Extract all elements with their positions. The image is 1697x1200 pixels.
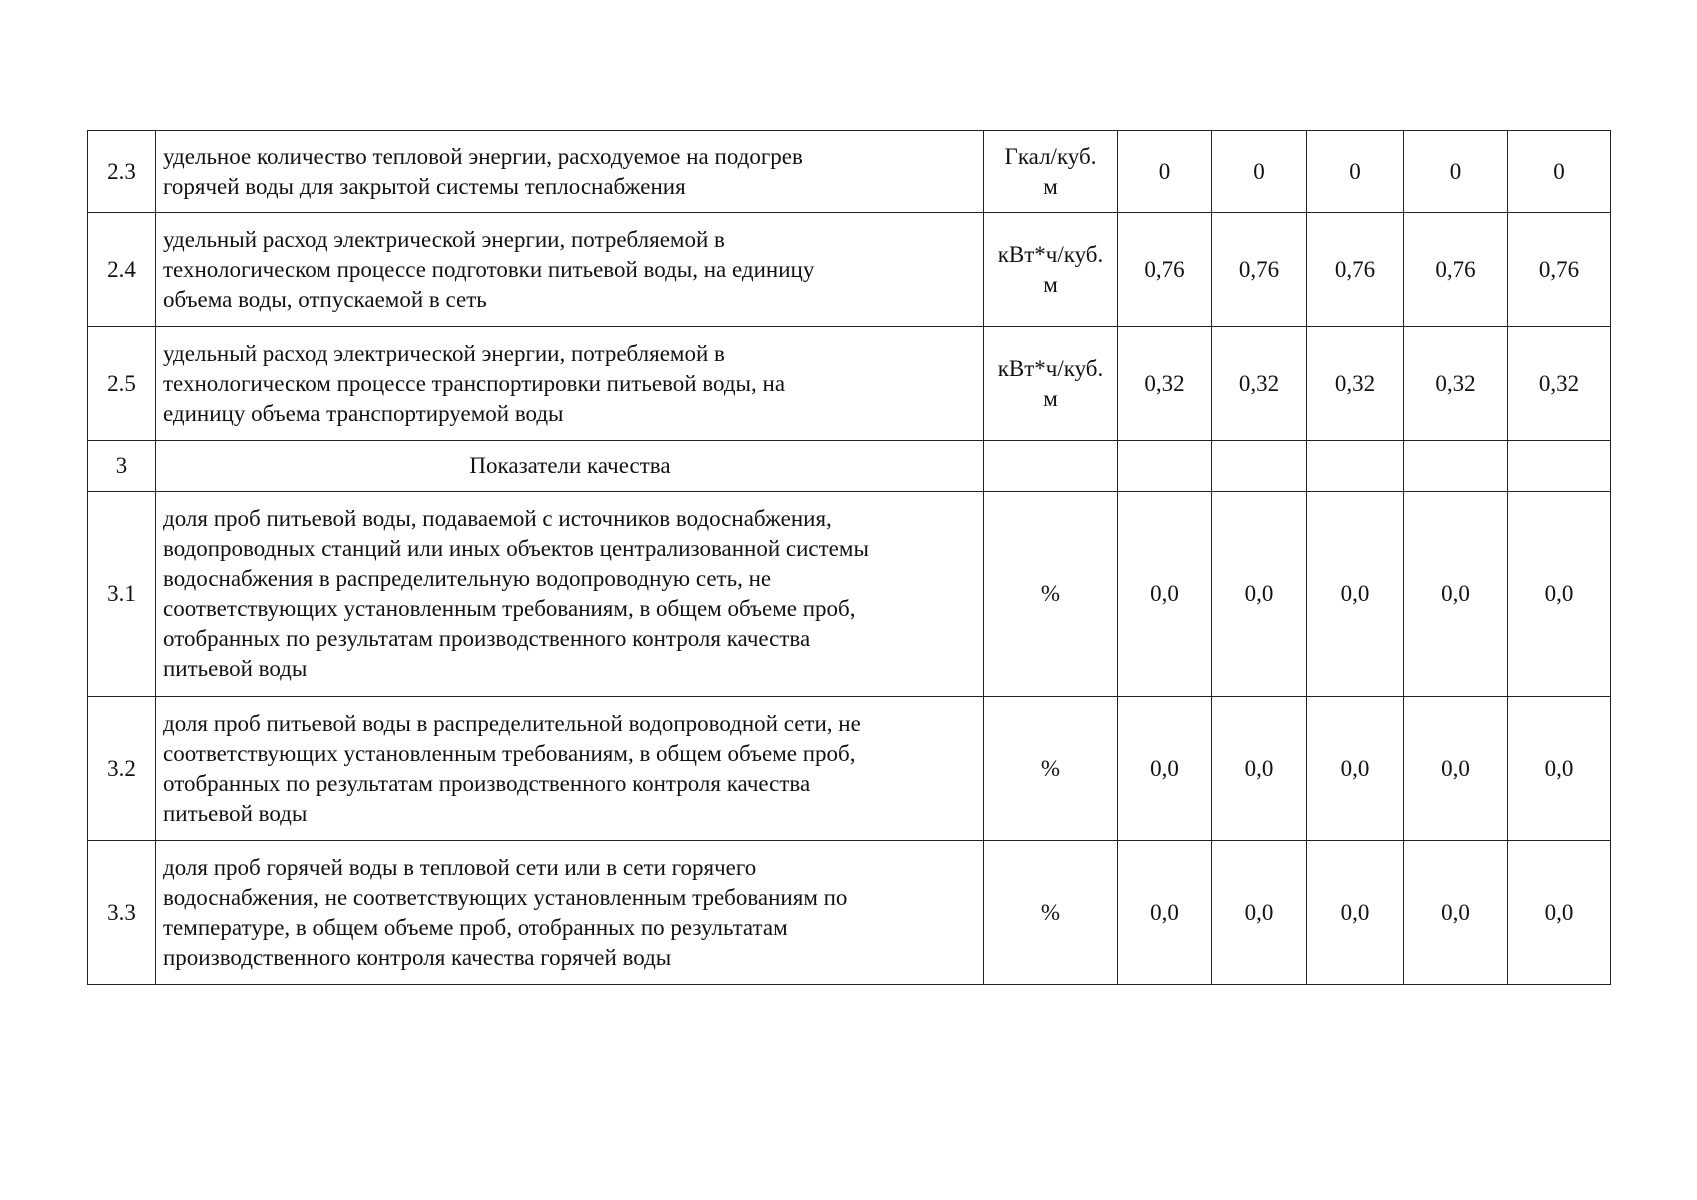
value-cell: 0 xyxy=(1118,131,1212,213)
description-line: водопроводных станций или иных объектов централизованной системы xyxy=(163,536,869,561)
unit-line: % xyxy=(1040,899,1061,925)
unit-line: м xyxy=(1043,385,1058,411)
description-line: единицу объема транспортируемой воды xyxy=(163,400,564,426)
table-row xyxy=(88,492,1611,697)
description-line: объема воды, отпускаемой в сеть xyxy=(163,286,487,312)
row-number: 3.2 xyxy=(88,697,156,841)
value-cell: 0,0 xyxy=(1212,697,1307,841)
description-line: технологическом процессе транспортировки питьевой воды, на xyxy=(163,370,786,396)
description-line: температуре, в общем объеме проб, отобранных по результатам xyxy=(163,914,788,940)
value-cell: 0,0 xyxy=(1404,492,1508,697)
row-number: 3.1 xyxy=(88,492,156,697)
value-cell: 0,0 xyxy=(1307,492,1404,697)
unit-cell xyxy=(984,841,1118,985)
row-number: 3 xyxy=(88,441,156,492)
description-line: отобранных по результатам производственного контроля качества xyxy=(163,626,811,651)
table-row xyxy=(88,131,1611,213)
description-line: удельное количество тепловой энергии, расходуемое на подогрев xyxy=(163,143,803,169)
unit-cell xyxy=(984,327,1118,441)
table-row xyxy=(88,327,1611,441)
table-row xyxy=(88,841,1611,985)
description-line: доля проб питьевой воды в распределительной водопроводной сети, не xyxy=(163,710,861,736)
description-line: горячей воды для закрытой системы теплоснабжения xyxy=(163,173,686,199)
value-cell: 0 xyxy=(1212,131,1307,213)
row-number: 2.5 xyxy=(88,327,156,441)
value-cell: 0,0 xyxy=(1212,492,1307,697)
value-cell: 0,0 xyxy=(1508,492,1611,697)
description-line: питьевой воды xyxy=(163,656,308,681)
unit-line: % xyxy=(1040,581,1061,606)
row-number: 2.4 xyxy=(88,213,156,327)
value-cell: 0,0 xyxy=(1508,841,1611,985)
value-cell: 0,32 xyxy=(1508,327,1611,441)
value-cell xyxy=(1212,441,1307,492)
value-cell: 0,0 xyxy=(1404,841,1508,985)
value-cell: 0,32 xyxy=(1212,327,1307,441)
value-cell xyxy=(1508,441,1611,492)
table-row xyxy=(88,697,1611,841)
value-cell: 0 xyxy=(1307,131,1404,213)
description-line: Показатели качества xyxy=(469,453,671,478)
unit-line: кВт*ч/куб. xyxy=(997,241,1104,267)
table-body xyxy=(88,131,1611,985)
description-line: доля проб горячей воды в тепловой сети или в сети горячего xyxy=(163,854,757,880)
value-cell: 0,0 xyxy=(1307,697,1404,841)
section-row xyxy=(88,441,1611,492)
unit-cell xyxy=(984,213,1118,327)
value-cell xyxy=(1404,441,1508,492)
value-cell: 0,76 xyxy=(1118,213,1212,327)
row-number: 2.3 xyxy=(88,131,156,213)
description-line: производственного контроля качества горячей воды xyxy=(163,944,672,970)
value-cell: 0,0 xyxy=(1307,841,1404,985)
value-cell xyxy=(1118,441,1212,492)
value-cell: 0 xyxy=(1508,131,1611,213)
value-cell: 0,76 xyxy=(1508,213,1611,327)
description-line: соответствующих установленным требованиям, в общем объеме проб, xyxy=(163,740,856,766)
indicator-description xyxy=(156,131,984,213)
value-cell: 0,0 xyxy=(1118,841,1212,985)
value-cell: 0,32 xyxy=(1118,327,1212,441)
description-line: удельный расход электрической энергии, потребляемой в xyxy=(163,226,725,252)
description-line: водоснабжения в распределительную водопроводную сеть, не xyxy=(163,566,772,591)
value-cell: 0,76 xyxy=(1307,213,1404,327)
value-cell: 0,32 xyxy=(1307,327,1404,441)
unit-cell xyxy=(984,697,1118,841)
value-cell: 0,32 xyxy=(1404,327,1508,441)
description-line: удельный расход электрической энергии, потребляемой в xyxy=(163,340,725,366)
description-line: водоснабжения, не соответствующих установленным требованиям по xyxy=(163,884,848,910)
unit-cell xyxy=(984,131,1118,213)
value-cell: 0,0 xyxy=(1508,697,1611,841)
value-cell: 0,0 xyxy=(1404,697,1508,841)
description-line: питьевой воды xyxy=(163,800,308,826)
indicator-description xyxy=(156,327,984,441)
value-cell: 0,76 xyxy=(1404,213,1508,327)
indicator-description xyxy=(156,492,984,697)
indicator-description xyxy=(156,697,984,841)
description-line: доля проб питьевой воды, подаваемой с источников водоснабжения, xyxy=(163,506,832,531)
value-cell: 0,0 xyxy=(1118,492,1212,697)
value-cell: 0 xyxy=(1404,131,1508,213)
row-number: 3.3 xyxy=(88,841,156,985)
unit-cell xyxy=(984,492,1118,697)
description-line: технологическом процессе подготовки питьевой воды, на единицу xyxy=(163,256,815,282)
indicator-description xyxy=(156,841,984,985)
unit-cell xyxy=(984,441,1118,492)
table-row xyxy=(88,213,1611,327)
indicators-table xyxy=(87,130,1611,985)
value-cell: 0,0 xyxy=(1212,841,1307,985)
value-cell: 0,76 xyxy=(1212,213,1307,327)
unit-line: % xyxy=(1040,755,1061,781)
unit-line: м xyxy=(1043,173,1058,199)
unit-line: м xyxy=(1043,271,1058,297)
indicator-description xyxy=(156,213,984,327)
section-title xyxy=(156,441,984,492)
unit-line: кВт*ч/куб. xyxy=(997,355,1104,381)
description-line: соответствующих установленным требованиям, в общем объеме проб, xyxy=(163,596,856,621)
value-cell: 0,0 xyxy=(1118,697,1212,841)
value-cell xyxy=(1307,441,1404,492)
description-line: отобранных по результатам производственного контроля качества xyxy=(163,770,811,796)
unit-line: Гкал/куб. xyxy=(1004,143,1097,169)
